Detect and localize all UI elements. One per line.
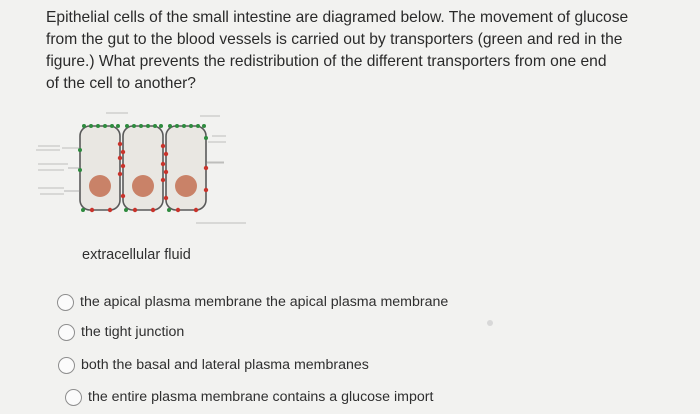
epithelial-cell-diagram xyxy=(28,108,268,228)
option-label: the tight junction xyxy=(81,324,185,340)
extracellular-fluid-label: extracellular fluid xyxy=(82,247,191,263)
radio-button[interactable] xyxy=(58,357,75,374)
answer-option-apical-membrane[interactable] xyxy=(57,286,448,318)
question-line: from the gut to the blood vessels is carried out by transporters (green and red in the xyxy=(46,31,623,48)
nuclei xyxy=(89,175,197,197)
answer-option-tight-junction[interactable] xyxy=(58,316,184,348)
answer-option-entire-membrane[interactable] xyxy=(65,381,433,413)
question-line: of the cell to another? xyxy=(46,75,196,92)
question-line: figure.) What prevents the redistribution of the different transporters from one end xyxy=(46,53,607,70)
question-text xyxy=(46,7,686,95)
question-line: Epithelial cells of the small intestine are diagramed below. The movement of glucose xyxy=(46,9,629,26)
option-label: the apical plasma membrane the apical plasma membrane xyxy=(80,294,449,310)
option-label: the entire plasma membrane contains a glucose import xyxy=(88,389,434,405)
radio-button[interactable] xyxy=(58,324,75,341)
cell-row xyxy=(80,126,206,210)
option-label: both the basal and lateral plasma membranes xyxy=(81,357,369,373)
diagram-svg xyxy=(28,108,268,228)
answer-option-basal-lateral[interactable] xyxy=(58,349,369,381)
radio-button[interactable] xyxy=(65,389,82,406)
mouse-cursor-icon xyxy=(487,320,493,326)
radio-button[interactable] xyxy=(57,294,74,311)
